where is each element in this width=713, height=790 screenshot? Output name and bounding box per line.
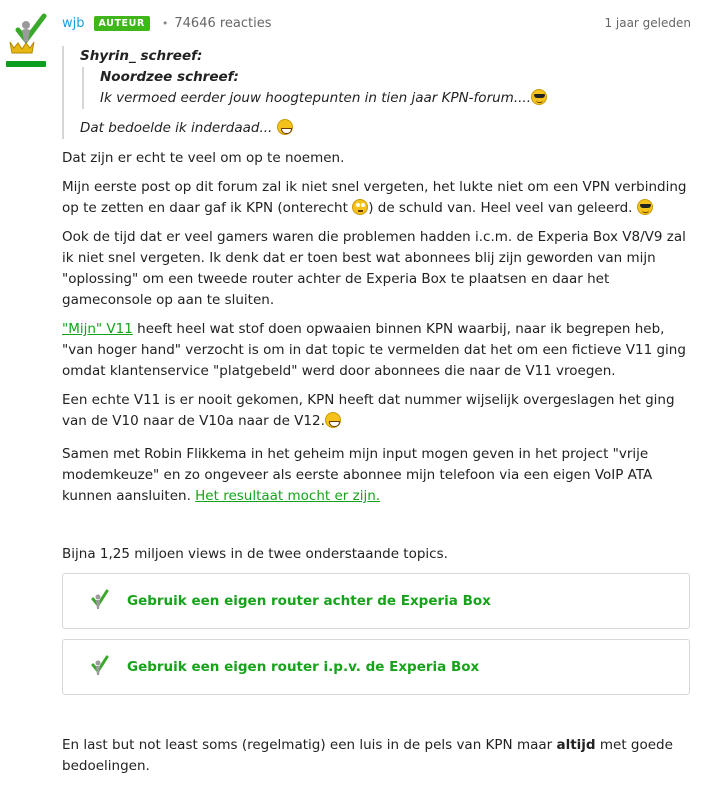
paragraph-8-text-a: En last but not least soms (regelmatig) een luis in de pels van KPN maar [62,737,557,753]
avatar[interactable] [4,12,48,56]
paragraph-3: Ook de tijd dat er veel gamers waren die problemen hadden i.c.m. de Experia Box V8/V9 zal ik niet snel vergeten. Ik denk dat er toen best wat abonnees blij zijn geworden van mijn "oplossing" om een tweede router achter de Experia Box te plaatsen en daar het gameconsole op aan te sluiten. [62,229,686,308]
quote-author: Shyrin_ schreef: [80,48,203,64]
paragraph-6-text: Samen met Robin Flikkema in het geheim mijn input mogen geven in het project "vrije modemkeuze" en zo ongeveer als eerste abonnee mijn telefoon via een eigen VoIP ATA kunnen aansluiten. [62,446,653,504]
paragraph-5-text: Een echte V11 is er nooit gekomen, KPN heeft dat nummer wijselijk overgeslagen het ging van de V10 naar de V10a naar de V12. [62,392,675,429]
post-time[interactable]: 1 jaar geleden [604,16,691,30]
username-link[interactable]: wjb [62,15,85,31]
paragraph-8 [62,735,702,777]
post-header [62,13,691,33]
quote-text: Dat bedoelde ik inderdaad... [80,120,273,136]
grin-emoji-icon [277,119,293,135]
topic-user-icon [89,589,109,613]
paragraph-4-text: heeft heel wat stof doen opwaaien binnen KPN waarbij, naar ik begrepen heb, "van hoger hand" verzocht is om in dat topic te vermelden dat het om een fictieve V11 ging omdat klantenservice "platgebeld" werd door abonnees die naar de V11 vroegen. [62,321,686,379]
paragraph-2-text-a: Mijn eerste post op dit forum zal ik niet snel vergeten, het lukte niet om een VPN verbinding op te zetten en daar gaf ik KPN (onterecht [62,179,687,216]
paragraph-8-bold: altijd [556,737,596,753]
topic-card-ipv[interactable] [62,639,690,695]
mijn-v11-link[interactable]: "Mijn" V11 [62,321,133,337]
reaction-count: 74646 reacties [174,15,272,31]
paragraph-2 [62,177,692,219]
sunglasses-emoji-icon [531,89,547,105]
grin-emoji-icon [325,412,341,428]
paragraph-8-text-b: met goede bedoelingen. [62,737,673,774]
paragraph-1: Dat zijn er echt te veel om op te noemen. [62,150,345,166]
inner-quote-text-line [100,88,692,109]
paragraph-5 [62,390,692,432]
inner-quote-text: Ik vermoed eerder jouw hoogtepunten in tien jaar KPN-forum.... [100,90,531,106]
author-badge: AUTEUR [94,16,150,31]
inner-quote-author: Noordzee schreef: [100,69,239,85]
inner-quote-block [82,67,692,109]
eye-roll-emoji-icon [352,199,368,215]
rank-bar [6,61,46,67]
separator-dot: • [161,16,169,30]
topic-link[interactable]: Gebruik een eigen router i.p.v. de Experia Box [127,659,480,675]
topic-user-icon [89,655,109,679]
resultaat-link[interactable]: Het resultaat mocht er zijn. [195,488,381,504]
quote-block [62,46,692,139]
post-body [62,46,692,440]
quote-text-line [80,118,692,139]
topic-link[interactable]: Gebruik een eigen router achter de Experia Box [127,593,491,609]
paragraph-7: Bijna 1,25 miljoen views in de twee onderstaande topics. [62,546,448,562]
sunglasses-emoji-icon [637,199,653,215]
topic-card-achter[interactable] [62,573,690,629]
paragraph-4 [62,319,692,382]
paragraph-2-text-b: ) de schuld van. Heel veel van geleerd. [368,200,637,216]
paragraph-6 [62,444,702,507]
